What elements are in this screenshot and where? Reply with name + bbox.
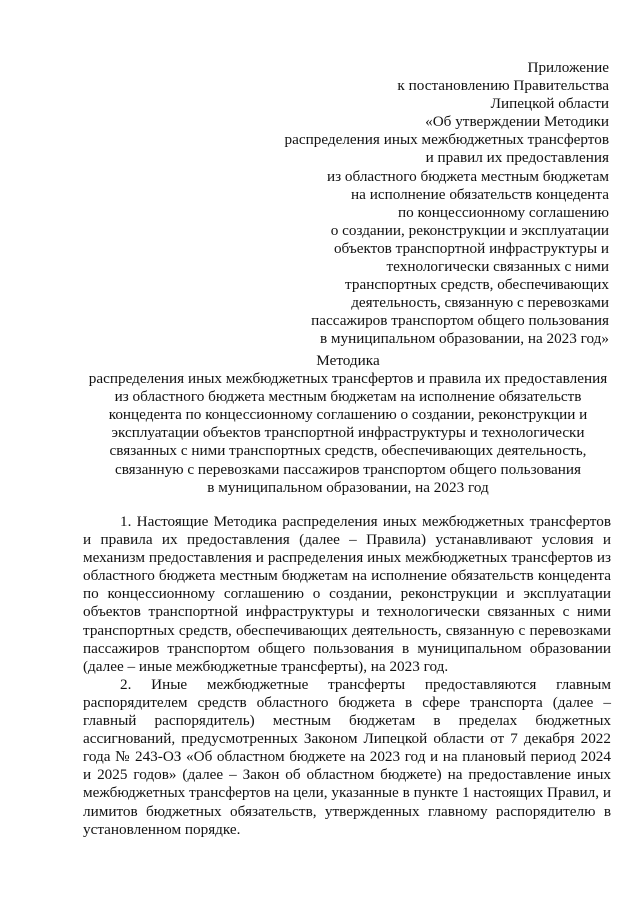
appendix-line: в муниципальном образовании, на 2023 год»: [319, 330, 609, 348]
appendix-header: [189, 59, 609, 349]
appendix-line: распределения иных межбюджетных трансфертов: [284, 131, 609, 149]
title-line: из областного бюджета местным бюджетам на исполнение обязательств: [114, 388, 582, 406]
document-title: [80, 352, 616, 497]
paragraph-2: 2. Иные межбюджетные трансферты предоставляются главным распорядителем средств областного бюджета в сфере транспорта (далее – главный распорядитель) местным бюджетам в пределах бюджетных ассигнований, предусмотренных Законом Липецкой области от 7 декабря 2022 года № 243-ОЗ «Об областном бюджете на 2023 год и на плановый период 2024 и 2025 годов» (далее – Закон об областном бюджете) на предоставление иных межбюджетных трансфертов на цели, указанные в пункте 1 настоящих Правил, и лимитов бюджетных обязательств, утвержденных главному распорядителю в установленном порядке.: [83, 675, 611, 838]
title-line: распределения иных межбюджетных трансфертов и правила их предоставления: [88, 370, 608, 388]
appendix-line: к постановлению Правительства: [397, 77, 609, 95]
appendix-line: Приложение: [527, 59, 609, 76]
title-line: концедента по концессионному соглашению о создании, реконструкции и: [108, 406, 588, 424]
appendix-line: «Об утверждении Методики: [425, 113, 609, 131]
appendix-line: на исполнение обязательств концедента: [351, 185, 609, 203]
title-line: связанных с ними транспортных средств, обеспечивающих деятельность,: [109, 442, 587, 460]
title-line: связанную с перевозками пассажиров транспортом общего пользования: [114, 460, 582, 478]
appendix-line: пассажиров транспортом общего пользования: [311, 312, 609, 330]
title-line: Методика: [316, 352, 380, 369]
appendix-line: по концессионному соглашению: [397, 203, 609, 221]
appendix-line: Липецкой области: [490, 95, 609, 113]
document-body: [83, 513, 611, 839]
appendix-line: объектов транспортной инфраструктуры и: [333, 239, 609, 257]
appendix-line: из областного бюджета местным бюджетам: [326, 167, 609, 185]
paragraph-1: 1. Настоящие Методика распределения иных межбюджетных трансфертов и правила их предоставления (далее – Правила) устанавливают условия и механизм предоставления и распределения иных межбюджетных трансфертов из областного бюджета местным бюджетам на исполнение обязательств концедента по концессионному соглашению о создании, реконструкции и эксплуатации объектов транспортной инфраструктуры и технологически связанных с ними транспортных средств, обеспечивающих деятельность, связанную с перевозками пассажиров транспортом общего пользования в муниципальном образовании (далее – иные межбюджетные трансферты), на 2023 год.: [83, 513, 611, 675]
appendix-line: технологически связанных с ними: [386, 258, 609, 276]
appendix-line: транспортных средств, обеспечивающих: [345, 276, 609, 294]
appendix-line: о создании, реконструкции и эксплуатации: [330, 221, 609, 239]
appendix-line: деятельность, связанную с перевозками: [351, 294, 609, 312]
title-line: в муниципальном образовании, на 2023 год: [207, 478, 489, 496]
title-line: эксплуатации объектов транспортной инфраструктуры и технологически: [111, 424, 585, 442]
appendix-line: и правил их предоставления: [425, 149, 609, 167]
